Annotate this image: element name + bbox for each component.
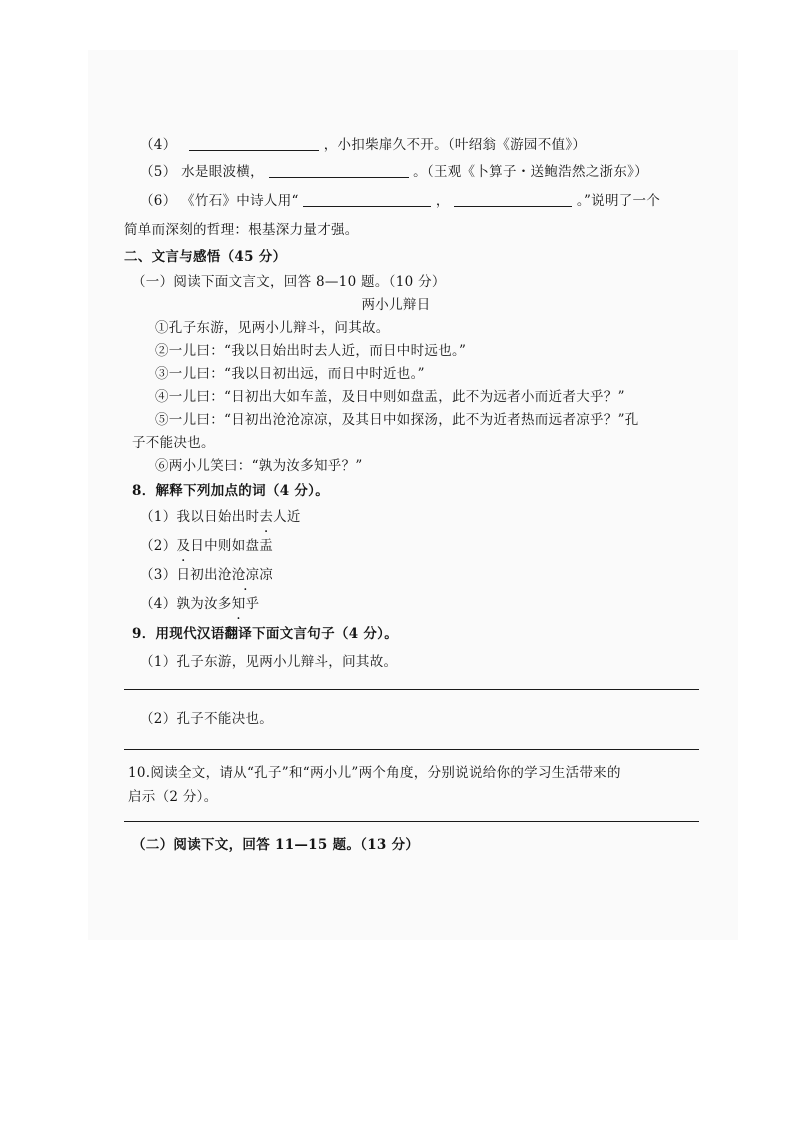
passage-paragraph-1: ①孔子东游，见两小儿辩斗，问其故。 bbox=[155, 320, 390, 336]
q8-stem: 8．解释下列加点的词（4 分）。 bbox=[132, 483, 330, 499]
q5-number: （5） bbox=[140, 164, 177, 180]
q6-after: 。”说明了一个 bbox=[576, 193, 661, 209]
q10-answer-line[interactable] bbox=[124, 821, 699, 822]
q9-answer-line-2[interactable] bbox=[124, 749, 699, 750]
q9-sentence-1: （1）孔子东游，见两小儿辩斗，问其故。 bbox=[140, 654, 398, 670]
passage-paragraph-5: ⑤一儿曰：“日初出沧沧凉凉，及其日中如探汤，此不为近者热而远者凉乎？”孔 bbox=[155, 412, 639, 428]
q8-item-4-dotted-word: 知 bbox=[231, 596, 246, 612]
q8-item-4-post: 乎 bbox=[245, 596, 260, 612]
poetry-q5 bbox=[140, 163, 648, 181]
q6-pre: 《竹石》中诗人用“ bbox=[181, 193, 299, 209]
q8-item-1-post: 人近 bbox=[273, 509, 301, 525]
q10-stem-line-2: 启示（2 分）。 bbox=[128, 789, 218, 805]
q8-item-1-number: （1） bbox=[140, 509, 177, 525]
passage-title: 两小儿辩日 bbox=[361, 297, 431, 313]
part1-intro: （一）阅读下面文言文，回答 8—10 题。（10 分） bbox=[132, 274, 446, 290]
q6-number: （6） bbox=[140, 193, 177, 209]
q4-number: （4） bbox=[140, 137, 177, 153]
q8-item-4-pre: 孰为汝多 bbox=[176, 596, 232, 612]
q5-text: 。（王观《卜算子・送鲍浩然之浙东》） bbox=[413, 164, 648, 180]
q8-item-1-pre: 我以日始出时 bbox=[176, 509, 260, 525]
q6-continuation: 简单而深刻的哲理：根基深力量才强。 bbox=[124, 222, 359, 238]
q9-stem: 9．用现代汉语翻译下面文言句子（4 分）。 bbox=[132, 626, 399, 642]
part2-intro: （二）阅读下文，回答 11—15 题。（13 分） bbox=[132, 837, 420, 853]
q5-answer-blank[interactable] bbox=[269, 163, 409, 178]
q8-item-2-dotted-word: 及 bbox=[176, 538, 191, 554]
passage-paragraph-3: ③一儿曰：“我以日初出远，而日中时近也。” bbox=[155, 366, 425, 382]
q6-answer-blank-2[interactable] bbox=[454, 192, 572, 207]
q4-text: ，小扣柴扉久不开。（叶绍翁《游园不值》） bbox=[323, 137, 587, 153]
q8-item-1 bbox=[140, 508, 301, 526]
q8-item-3-dotted-word: 沧沧凉凉 bbox=[217, 567, 274, 583]
q9-sentence-2: （2）孔子不能决也。 bbox=[140, 711, 274, 727]
q8-item-2 bbox=[140, 537, 273, 555]
poetry-q6 bbox=[140, 192, 660, 210]
q8-item-2-number: （2） bbox=[140, 538, 177, 554]
passage-paragraph-2: ②一儿曰：“我以日始出时去人近，而日中时远也。” bbox=[155, 343, 467, 359]
q8-item-3-number: （3） bbox=[140, 567, 177, 583]
passage-paragraph-6: ⑥两小儿笑曰：“孰为汝多知乎？” bbox=[155, 458, 363, 474]
poetry-q4 bbox=[140, 136, 586, 154]
q8-item-3 bbox=[140, 566, 273, 584]
passage-paragraph-5-cont: 子不能决也。 bbox=[132, 435, 215, 451]
q4-answer-blank[interactable] bbox=[189, 136, 319, 151]
q5-pre: 水是眼波横， bbox=[181, 164, 264, 180]
q9-answer-line-1[interactable] bbox=[124, 689, 699, 690]
q8-item-1-dotted-word: 去 bbox=[259, 509, 274, 525]
q8-item-4-number: （4） bbox=[140, 596, 177, 612]
q6-answer-blank-1[interactable] bbox=[303, 192, 431, 207]
q10-stem-line-1: 10.阅读全文，请从“孔子”和“两小儿”两个角度，分别说说给你的学习生活带来的 bbox=[128, 765, 621, 781]
section2-title: 二、文言与感悟（45 分） bbox=[124, 249, 287, 265]
q8-item-3-pre: 日初出 bbox=[176, 567, 218, 583]
q8-item-4 bbox=[140, 595, 259, 613]
q8-item-2-post: 日中则如盘盂 bbox=[190, 538, 274, 554]
q6-mid: ， bbox=[435, 193, 450, 209]
passage-paragraph-4: ④一儿曰：“日初出大如车盖，及日中则如盘盂，此不为远者小而近者大乎？” bbox=[155, 389, 625, 405]
